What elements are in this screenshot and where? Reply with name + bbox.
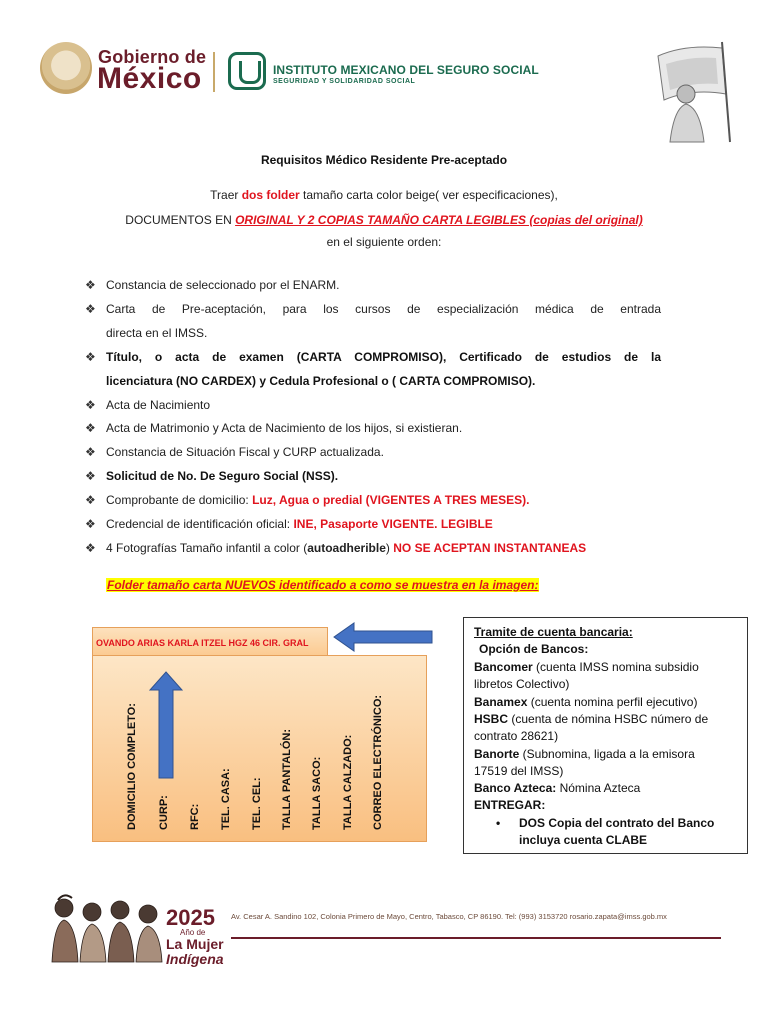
requirement-highlight: INE, Pasaporte VIGENTE. LEGIBLE (293, 517, 493, 531)
intro-text: DOCUMENTOS EN (125, 213, 236, 227)
folder-field-label: TALLA SACO: (311, 756, 323, 830)
intro-line-2 (0, 213, 768, 227)
requirement-item (85, 488, 661, 512)
bank-entregar-label: ENTREGAR: (474, 798, 546, 812)
bullet-dot-icon: • (496, 816, 501, 830)
requirement-item (85, 416, 661, 440)
requirement-item (85, 273, 661, 297)
bank-name: HSBC (474, 712, 509, 726)
requirement-emphasis: autoadherible (307, 541, 386, 555)
requirement-text: licenciatura (NO CARDEX) y Cedula Profesional o ( CARTA COMPROMISO). (106, 374, 536, 388)
footer-address: Av. Cesar A. Sandino 102, Colonia Primero de Mayo, Centro, Tabasco, CP 86190. Tel: (993) 3153720 rosario.zapata@imss.gob.mx (231, 912, 667, 921)
requirement-item (85, 297, 661, 345)
arrow-left-icon (332, 620, 434, 654)
indigenous-women-illustration-icon (48, 890, 166, 964)
intro-line-3: en el siguiente orden: (326, 235, 442, 249)
bank-name: Bancomer (474, 660, 533, 674)
requirement-text: Constancia de seleccionado por el ENARM. (106, 278, 340, 292)
requirement-text: Acta de Matrimonio y Acta de Nacimiento de los hijos, si existieran. (106, 421, 463, 435)
year-2025-logo: 2025 (166, 905, 215, 930)
flag-woman-illustration-icon (630, 36, 740, 144)
requirement-text: directa en el IMSS. (106, 326, 208, 340)
requirement-item (85, 536, 661, 560)
bank-option-hsbc (474, 711, 744, 727)
bullet-diamond-icon: ❖ (85, 398, 96, 412)
requirement-text: Acta de Nacimiento (106, 398, 211, 412)
bullet-diamond-icon: ❖ (85, 421, 96, 435)
requirement-item (85, 512, 661, 536)
requirement-text: Comprobante de domicilio: (106, 493, 253, 507)
header-separator (213, 52, 215, 92)
bank-desc-line: 17519 del IMSS) (474, 764, 564, 778)
folder-field-label: RFC: (189, 803, 201, 830)
imss-subtitle: SEGURIDAD Y SOLIDARIDAD SOCIAL (273, 78, 416, 85)
bank-desc: (cuenta de nómina HSBC número de (508, 712, 709, 726)
folder-field-label: CORREO ELECTRÓNICO: (372, 694, 384, 830)
folder-field-label: TALLA CALZADO: (342, 734, 354, 830)
intro-highlight: ORIGINAL Y 2 COPIAS TAMAÑO CARTA LEGIBLES (copias del original) (235, 213, 643, 227)
requirement-item (85, 440, 661, 464)
intro-text: tamaño carta color beige( ver especificaciones), (299, 188, 558, 202)
bank-desc-line: contrato 28621) (474, 729, 559, 743)
gobierno-de-mexico-logo-line2: México (97, 62, 202, 95)
bullet-diamond-icon: ❖ (85, 278, 96, 292)
bullet-diamond-icon: ❖ (85, 445, 96, 459)
bank-heading: Tramite de cuenta bancaria: (474, 625, 633, 639)
bank-option-banorte (474, 746, 744, 762)
requirement-item (85, 393, 661, 417)
bullet-diamond-icon: ❖ (85, 469, 96, 483)
bank-option-bancomer (474, 659, 744, 675)
requirement-text: ) (385, 541, 394, 555)
bullet-diamond-icon: ❖ (85, 302, 96, 316)
folder-caption: Folder tamaño carta NUEVOS identificado a como se muestra en la imagen: (107, 578, 539, 592)
intro-line-1 (0, 188, 768, 202)
requirement-highlight: Luz, Agua o predial (VIGENTES A TRES MESES). (252, 493, 530, 507)
footer-divider (231, 937, 721, 939)
bank-desc: (Subnomina, ligada a la emisora (519, 747, 695, 761)
folder-field-label: DOMICILIO COMPLETO: (126, 703, 138, 830)
gobierno-de-mexico-logo-line1: Gobierno de (98, 47, 207, 67)
bank-name: Banamex (474, 695, 528, 709)
bullet-diamond-icon: ❖ (85, 541, 96, 555)
requirement-text: Credencial de identificación oficial: (106, 517, 294, 531)
folder-field-label: TALLA PANTALÓN: (281, 728, 293, 830)
year-logo-line: Indígena (166, 951, 224, 967)
bank-option-azteca (474, 780, 744, 796)
year-logo-subtitle: Año de (180, 928, 206, 937)
bullet-diamond-icon: ❖ (85, 517, 96, 531)
bank-option-banamex (474, 694, 744, 710)
bullet-diamond-icon: ❖ (85, 350, 96, 364)
bank-delivery-text: DOS Copia del contrato del Banco (519, 816, 715, 830)
folder-field-label: TEL. CEL: (251, 777, 263, 830)
arrow-up-icon (148, 670, 184, 780)
bank-desc: (cuenta nomina perfil ejecutivo) (527, 695, 698, 709)
bank-options-label: Opción de Bancos: (479, 642, 589, 656)
intro-highlight: dos folder (241, 188, 300, 202)
page-title: Requisitos Médico Residente Pre-aceptado (260, 153, 508, 167)
national-seal-icon (40, 42, 92, 94)
bank-desc: (cuenta IMSS nomina subsidio (532, 660, 699, 674)
bank-name: Banorte (474, 747, 520, 761)
bank-name: Banco Azteca: (474, 781, 557, 795)
requirement-text: Constancia de Situación Fiscal y CURP actualizada. (106, 445, 384, 459)
requirement-text: Carta de Pre-aceptación, para los cursos de especialización médica de entrada (106, 302, 661, 316)
requirement-text: 4 Fotografías Tamaño infantil a color ( (106, 541, 308, 555)
requirement-item (85, 464, 661, 488)
requirement-highlight: NO SE ACEPTAN INSTANTANEAS (393, 541, 587, 555)
bank-delivery-text: incluya cuenta CLABE (519, 833, 648, 847)
requirement-text: Título, o acta de examen (CARTA COMPROMISO), Certificado de estudios de la (106, 350, 661, 364)
bank-desc: Nómina Azteca (556, 781, 641, 795)
requirement-item (85, 345, 661, 393)
imss-name: INSTITUTO MEXICANO DEL SEGURO SOCIAL (273, 63, 539, 77)
bank-desc-line: libretos Colectivo) (474, 677, 570, 691)
intro-text: Traer (210, 188, 242, 202)
bullet-diamond-icon: ❖ (85, 493, 96, 507)
folder-field-label: TEL. CASA: (220, 768, 232, 830)
year-logo-line: La Mujer (166, 936, 224, 952)
folder-field-label: CURP: (158, 795, 170, 830)
requirement-text: Solicitud de No. De Seguro Social (NSS). (106, 469, 339, 483)
folder-tab-label: OVANDO ARIAS KARLA ITZEL HGZ 46 CIR. GRAL (96, 638, 309, 648)
imss-logo-icon (228, 52, 266, 90)
